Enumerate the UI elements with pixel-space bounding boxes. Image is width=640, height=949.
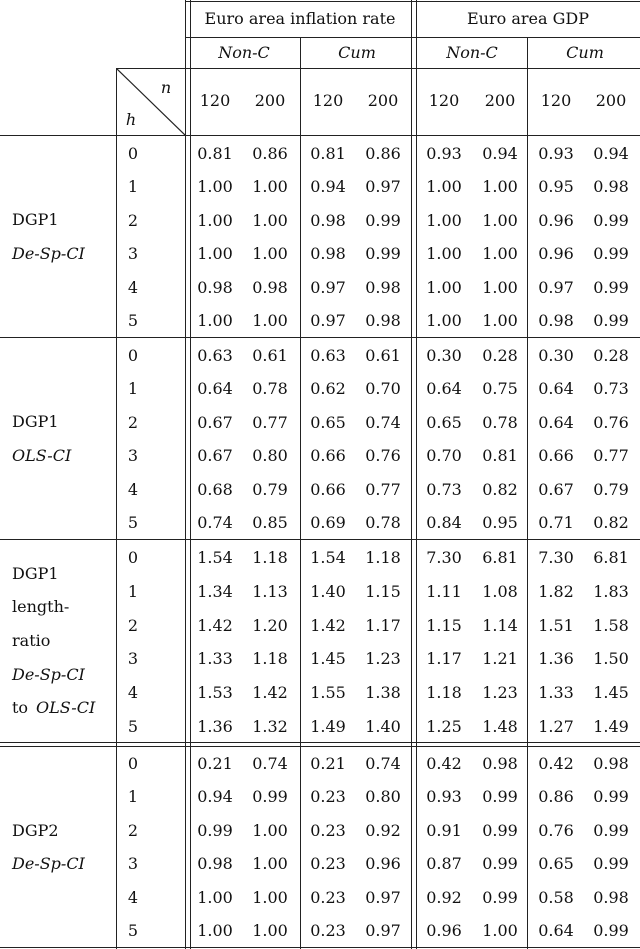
table-cell-value: 0.93 <box>426 787 462 807</box>
table-cell-value: 1.49 <box>593 716 629 736</box>
block-label-line: De-Sp-CI <box>12 854 85 873</box>
table-cell-value: 0.98 <box>197 854 233 874</box>
table-cell-value: 6.81 <box>482 547 518 567</box>
header-n-value: 200 <box>484 91 516 110</box>
table-rule <box>0 337 640 338</box>
table-cell-value: 0.98 <box>482 753 518 773</box>
table-cell-value: 0.23 <box>310 887 346 907</box>
table-cell-value: 0.94 <box>197 787 233 807</box>
table-cell-value: 6.81 <box>593 547 629 567</box>
table-cell-value: 1.18 <box>426 683 462 703</box>
table-cell-value: 1.54 <box>197 547 233 567</box>
table-cell-value: 1.54 <box>310 547 346 567</box>
table-cell-value: 0.69 <box>310 513 346 533</box>
table-cell-value: 0.98 <box>365 277 401 297</box>
row-h-value: 2 <box>127 210 139 230</box>
table-cell-value: 1.00 <box>252 244 288 264</box>
header-n-value: 120 <box>540 91 572 110</box>
table-cell-value: 1.23 <box>482 683 518 703</box>
table-cell-value: 1.00 <box>482 311 518 331</box>
table-cell-value: 1.08 <box>482 581 518 601</box>
table-cell-value: 1.00 <box>252 887 288 907</box>
table-cell-value: 1.34 <box>197 581 233 601</box>
table-cell-value: 1.13 <box>252 581 288 601</box>
table-cell-value: 0.98 <box>310 244 346 264</box>
table-cell-value: 0.99 <box>252 787 288 807</box>
table-cell-value: 0.74 <box>365 412 401 432</box>
table-cell-value: 0.71 <box>538 513 574 533</box>
table-cell-value: 0.98 <box>365 311 401 331</box>
table-cell-value: 0.75 <box>482 379 518 399</box>
table-cell-value: 0.76 <box>538 820 574 840</box>
table-rule <box>116 68 640 69</box>
table-cell-value: 1.00 <box>426 177 462 197</box>
table-cell-value: 0.73 <box>426 479 462 499</box>
header-inflation: Euro area inflation rate <box>204 9 396 28</box>
table-cell-value: 1.83 <box>593 581 629 601</box>
table-vertical-rule <box>527 37 528 949</box>
table-cell-value: 1.00 <box>482 210 518 230</box>
table-vertical-rule <box>416 0 417 949</box>
table-cell-value: 1.32 <box>252 716 288 736</box>
table-cell-value: 0.74 <box>197 513 233 533</box>
table-vertical-rule <box>300 37 301 949</box>
table-cell-value: 0.92 <box>426 887 462 907</box>
table-cell-value: 1.33 <box>197 649 233 669</box>
table-vertical-rule <box>116 68 117 949</box>
table-cell-value: 1.21 <box>482 649 518 669</box>
table-cell-value: 0.98 <box>593 177 629 197</box>
table-cell-value: 0.96 <box>538 244 574 264</box>
table-cell-value: 0.93 <box>426 143 462 163</box>
table-cell-value: 1.53 <box>197 683 233 703</box>
table-cell-value: 1.00 <box>252 854 288 874</box>
row-h-value: 1 <box>127 581 139 601</box>
table-cell-value: 0.30 <box>426 345 462 365</box>
header-gdp-cum: Cum <box>566 43 604 62</box>
header-inflation-cum: Cum <box>338 43 376 62</box>
row-h-value: 1 <box>127 787 139 807</box>
table-cell-value: 0.97 <box>310 311 346 331</box>
table-cell-value: 0.77 <box>593 446 629 466</box>
table-cell-value: 1.14 <box>482 615 518 635</box>
table-cell-value: 0.81 <box>482 446 518 466</box>
table-cell-value: 1.40 <box>365 716 401 736</box>
table-cell-value: 0.73 <box>593 379 629 399</box>
table-cell-value: 0.99 <box>593 854 629 874</box>
table-cell-value: 0.99 <box>197 820 233 840</box>
table-rule <box>186 37 640 38</box>
table-cell-value: 0.23 <box>310 787 346 807</box>
row-h-value: 3 <box>127 649 139 669</box>
table-cell-value: 0.68 <box>197 479 233 499</box>
table-cell-value: 0.64 <box>538 412 574 432</box>
header-gdp-noncum: Non-C <box>446 43 498 62</box>
table-cell-value: 0.63 <box>197 345 233 365</box>
table-rule <box>186 1 640 2</box>
table-cell-value: 0.81 <box>197 143 233 163</box>
row-h-value: 5 <box>127 921 139 941</box>
table-rule <box>0 539 640 540</box>
table-cell-value: 0.66 <box>538 446 574 466</box>
row-h-value: 4 <box>127 277 139 297</box>
table-cell-value: 0.64 <box>538 921 574 941</box>
table-cell-value: 0.94 <box>482 143 518 163</box>
table-cell-value: 0.97 <box>538 277 574 297</box>
table-cell-value: 1.00 <box>252 210 288 230</box>
table-cell-value: 0.79 <box>252 479 288 499</box>
block-label-suffix: OLS-CI <box>36 698 96 717</box>
table-cell-value: 1.17 <box>426 649 462 669</box>
table-vertical-rule <box>190 0 191 949</box>
block-label-line: DGP1 <box>12 210 59 229</box>
table-rule <box>0 135 640 136</box>
table-cell-value: 1.00 <box>482 177 518 197</box>
header-gdp: Euro area GDP <box>466 9 590 28</box>
table-cell-value: 0.28 <box>482 345 518 365</box>
table-cell-value: 0.94 <box>310 177 346 197</box>
table-cell-value: 1.00 <box>426 210 462 230</box>
table-cell-value: 0.98 <box>538 311 574 331</box>
row-h-value: 4 <box>127 479 139 499</box>
table-cell-value: 0.99 <box>482 887 518 907</box>
table-cell-value: 0.84 <box>426 513 462 533</box>
table-cell-value: 0.98 <box>593 887 629 907</box>
table-cell-value: 0.99 <box>482 820 518 840</box>
row-h-value: 0 <box>127 143 139 163</box>
row-h-value: 0 <box>127 345 139 365</box>
table-cell-value: 1.15 <box>365 581 401 601</box>
table-cell-value: 7.30 <box>538 547 574 567</box>
row-h-value: 5 <box>127 311 139 331</box>
table-cell-value: 0.81 <box>310 143 346 163</box>
table-vertical-rule <box>411 0 412 949</box>
table-cell-value: 0.70 <box>426 446 462 466</box>
table-cell-value: 1.00 <box>197 921 233 941</box>
block-label-line: DGP2 <box>12 821 59 840</box>
table-cell-value: 1.00 <box>197 210 233 230</box>
table-cell-value: 1.00 <box>252 177 288 197</box>
table-cell-value: 1.18 <box>252 649 288 669</box>
table-cell-value: 0.85 <box>252 513 288 533</box>
table-cell-value: 0.58 <box>538 887 574 907</box>
table-vertical-rule <box>185 0 186 949</box>
table-cell-value: 1.00 <box>197 887 233 907</box>
row-h-value: 3 <box>127 854 139 874</box>
table-cell-value: 0.42 <box>538 753 574 773</box>
table-cell-value: 1.36 <box>197 716 233 736</box>
table-cell-value: 1.00 <box>426 277 462 297</box>
table-cell-value: 1.55 <box>310 683 346 703</box>
table-cell-value: 1.36 <box>538 649 574 669</box>
row-h-value: 1 <box>127 379 139 399</box>
table-cell-value: 1.18 <box>252 547 288 567</box>
table-cell-value: 0.82 <box>593 513 629 533</box>
table-cell-value: 1.00 <box>426 311 462 331</box>
table-cell-value: 1.45 <box>310 649 346 669</box>
table-cell-value: 0.99 <box>365 210 401 230</box>
table-cell-value: 1.00 <box>426 244 462 264</box>
table-cell-value: 1.42 <box>252 683 288 703</box>
table-cell-value: 0.67 <box>197 412 233 432</box>
row-h-value: 0 <box>127 547 139 567</box>
table-cell-value: 0.97 <box>310 277 346 297</box>
table-cell-value: 0.64 <box>197 379 233 399</box>
table-cell-value: 0.96 <box>426 921 462 941</box>
table-cell-value: 0.97 <box>365 177 401 197</box>
row-h-value: 5 <box>127 513 139 533</box>
table-cell-value: 1.27 <box>538 716 574 736</box>
table-cell-value: 1.40 <box>310 581 346 601</box>
block-label-line: De-Sp-CI <box>12 665 85 684</box>
table-cell-value: 7.30 <box>426 547 462 567</box>
row-h-value: 0 <box>127 753 139 773</box>
table-cell-value: 1.00 <box>197 311 233 331</box>
table-cell-value: 1.42 <box>310 615 346 635</box>
table-cell-value: 1.18 <box>365 547 401 567</box>
table-cell-value: 1.00 <box>252 311 288 331</box>
table-cell-value: 1.42 <box>197 615 233 635</box>
table-cell-value: 1.25 <box>426 716 462 736</box>
table-cell-value: 0.99 <box>365 244 401 264</box>
row-h-value: 1 <box>127 177 139 197</box>
table-cell-value: 0.79 <box>593 479 629 499</box>
table-cell-value: 0.96 <box>365 854 401 874</box>
table-cell-value: 0.65 <box>310 412 346 432</box>
table-cell-value: 0.66 <box>310 446 346 466</box>
table-cell-value: 0.66 <box>310 479 346 499</box>
row-h-value: 3 <box>127 446 139 466</box>
block-label-line: DGP1 <box>12 564 59 583</box>
table-cell-value: 1.15 <box>426 615 462 635</box>
table-cell-value: 0.80 <box>365 787 401 807</box>
table-cell-value: 0.86 <box>538 787 574 807</box>
table-cell-value: 0.30 <box>538 345 574 365</box>
table-cell-value: 1.00 <box>197 244 233 264</box>
block-label-line: to <box>12 698 29 717</box>
table-cell-value: 0.95 <box>482 513 518 533</box>
table-cell-value: 0.65 <box>538 854 574 874</box>
row-h-value: 4 <box>127 887 139 907</box>
table-cell-value: 1.00 <box>482 921 518 941</box>
table-cell-value: 0.87 <box>426 854 462 874</box>
table-cell-value: 0.42 <box>426 753 462 773</box>
table-cell-value: 0.99 <box>593 244 629 264</box>
table-cell-value: 0.61 <box>252 345 288 365</box>
table-cell-value: 0.86 <box>252 143 288 163</box>
table-cell-value: 0.67 <box>538 479 574 499</box>
table-cell-value: 0.91 <box>426 820 462 840</box>
table-cell-value: 0.99 <box>593 820 629 840</box>
table-cell-value: 0.97 <box>365 921 401 941</box>
table-cell-value: 0.28 <box>593 345 629 365</box>
table-cell-value: 1.50 <box>593 649 629 669</box>
table-cell-value: 0.93 <box>538 143 574 163</box>
block-label-line: De-Sp-CI <box>12 244 85 263</box>
table-cell-value: 1.48 <box>482 716 518 736</box>
table-cell-value: 1.51 <box>538 615 574 635</box>
table-cell-value: 0.62 <box>310 379 346 399</box>
table-cell-value: 0.61 <box>365 345 401 365</box>
table-cell-value: 0.23 <box>310 921 346 941</box>
table-cell-value: 1.23 <box>365 649 401 669</box>
table-cell-value: 0.23 <box>310 820 346 840</box>
header-n-value: 120 <box>428 91 460 110</box>
table-cell-value: 0.98 <box>593 753 629 773</box>
table-cell-value: 0.98 <box>252 277 288 297</box>
table-cell-value: 0.86 <box>365 143 401 163</box>
table-cell-value: 1.17 <box>365 615 401 635</box>
table-cell-value: 0.97 <box>365 887 401 907</box>
table-cell-value: 1.45 <box>593 683 629 703</box>
table-cell-value: 0.92 <box>365 820 401 840</box>
header-h-label: h <box>125 110 137 129</box>
table-cell-value: 0.64 <box>538 379 574 399</box>
table-rule <box>0 947 640 948</box>
row-h-value: 2 <box>127 820 139 840</box>
block-label-line: DGP1 <box>12 412 59 431</box>
table-cell-value: 1.49 <box>310 716 346 736</box>
table-cell-value: 0.77 <box>252 412 288 432</box>
table-cell-value: 0.99 <box>593 277 629 297</box>
table-cell-value: 0.99 <box>593 787 629 807</box>
table-cell-value: 1.00 <box>482 244 518 264</box>
table-cell-value: 0.21 <box>197 753 233 773</box>
header-n-value: 120 <box>312 91 344 110</box>
table-cell-value: 0.78 <box>365 513 401 533</box>
table-cell-value: 1.00 <box>197 177 233 197</box>
row-h-value: 5 <box>127 716 139 736</box>
table-cell-value: 0.63 <box>310 345 346 365</box>
table-cell-value: 1.00 <box>482 277 518 297</box>
table-cell-value: 1.58 <box>593 615 629 635</box>
table-cell-value: 0.78 <box>252 379 288 399</box>
table-cell-value: 1.38 <box>365 683 401 703</box>
table-cell-value: 0.76 <box>593 412 629 432</box>
table-cell-value: 0.78 <box>482 412 518 432</box>
table-cell-value: 0.76 <box>365 446 401 466</box>
table-cell-value: 1.33 <box>538 683 574 703</box>
table-cell-value: 0.64 <box>426 379 462 399</box>
table-cell-value: 1.82 <box>538 581 574 601</box>
table-cell-value: 0.96 <box>538 210 574 230</box>
table-cell-value: 0.70 <box>365 379 401 399</box>
table-cell-value: 1.11 <box>426 581 462 601</box>
row-h-value: 2 <box>127 412 139 432</box>
table-cell-value: 0.99 <box>593 210 629 230</box>
table-cell-value: 0.99 <box>593 311 629 331</box>
table-cell-value: 1.00 <box>252 921 288 941</box>
table-rule <box>0 742 640 743</box>
table-cell-value: 1.20 <box>252 615 288 635</box>
table-cell-value: 0.99 <box>482 787 518 807</box>
table-cell-value: 0.74 <box>365 753 401 773</box>
header-n-value: 200 <box>254 91 286 110</box>
header-n-label: n <box>160 78 172 97</box>
row-h-value: 3 <box>127 244 139 264</box>
table-cell-value: 0.80 <box>252 446 288 466</box>
table-cell-value: 0.99 <box>593 921 629 941</box>
block-label-line: length- <box>12 597 70 616</box>
header-n-value: 200 <box>367 91 399 110</box>
table-cell-value: 0.98 <box>310 210 346 230</box>
table-cell-value: 0.74 <box>252 753 288 773</box>
header-n-value: 120 <box>199 91 231 110</box>
table-cell-value: 0.67 <box>197 446 233 466</box>
header-inflation-noncum: Non-C <box>218 43 270 62</box>
row-h-value: 2 <box>127 615 139 635</box>
table-cell-value: 0.99 <box>482 854 518 874</box>
table-cell-value: 0.98 <box>197 277 233 297</box>
row-h-value: 4 <box>127 683 139 703</box>
block-label-line: OLS-CI <box>12 446 72 465</box>
table-cell-value: 0.94 <box>593 143 629 163</box>
table-rule <box>0 746 640 747</box>
table-cell-value: 0.95 <box>538 177 574 197</box>
table-cell-value: 0.21 <box>310 753 346 773</box>
table-cell-value: 0.23 <box>310 854 346 874</box>
table-cell-value: 0.82 <box>482 479 518 499</box>
table-cell-value: 0.77 <box>365 479 401 499</box>
header-n-value: 200 <box>595 91 627 110</box>
table-cell-value: 1.00 <box>252 820 288 840</box>
table-cell-value: 0.65 <box>426 412 462 432</box>
block-label-line: ratio <box>12 631 51 650</box>
